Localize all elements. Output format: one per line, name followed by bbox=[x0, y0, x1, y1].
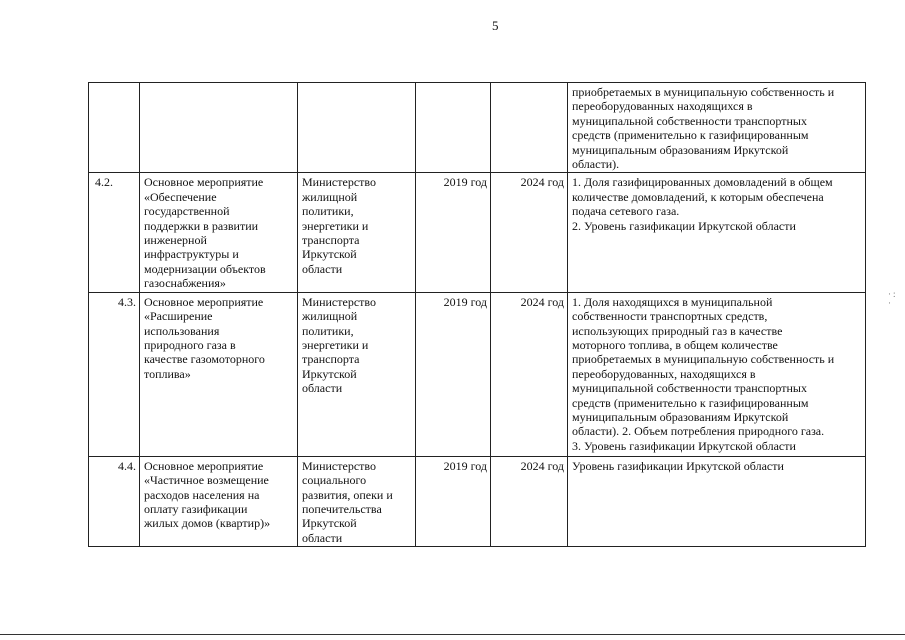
event-line: Основное мероприятие bbox=[144, 175, 264, 190]
indicator-line: 3. Уровень газификации Иркутской области bbox=[572, 438, 796, 453]
executor-line: Министерство bbox=[302, 294, 376, 309]
indicator-line: 1. Доля находящихся в муниципальной bbox=[572, 294, 773, 309]
event-line: природного газа в bbox=[144, 337, 236, 352]
end-year-cell: 2024 год bbox=[491, 173, 568, 292]
indicator-line: средств (применительно к газифицированным bbox=[572, 395, 809, 410]
executor-line: Министерство bbox=[302, 175, 376, 190]
executor-line: Иркутской bbox=[302, 366, 357, 381]
measures-table bbox=[88, 82, 866, 547]
event-line: Основное мероприятие bbox=[144, 294, 264, 309]
executor-line: Министерство bbox=[302, 458, 376, 473]
event-line: расходов населения на bbox=[144, 487, 260, 502]
indicator-line: приобретаемых в муниципальную собственность и bbox=[572, 85, 835, 99]
indicator-line: приобретаемых в муниципальную собственность и bbox=[572, 352, 835, 367]
event-line: государственной bbox=[144, 204, 230, 219]
table-row bbox=[89, 173, 866, 292]
event-line: Основное мероприятие bbox=[144, 458, 264, 473]
scan-margin-marks: ·: · bbox=[888, 289, 898, 308]
row-number-cell bbox=[89, 83, 140, 173]
event-line: инфраструктуры и bbox=[144, 247, 239, 262]
indicator-line: муниципальным образованиям Иркутской bbox=[572, 409, 789, 424]
indicators-cell bbox=[568, 173, 866, 292]
executor-cell bbox=[298, 292, 416, 456]
event-line: «Расширение bbox=[144, 309, 213, 324]
event-cell bbox=[140, 83, 298, 173]
event-line: газоснабжения» bbox=[144, 276, 226, 291]
executor-cell bbox=[298, 173, 416, 292]
end-year-cell bbox=[491, 83, 568, 173]
indicator-line: подача сетевого газа. bbox=[572, 204, 680, 219]
start-year-cell: 2019 год bbox=[416, 456, 491, 546]
indicator-line: 2. Уровень газификации Иркутской области bbox=[572, 218, 796, 233]
end-year-cell: 2024 год bbox=[491, 456, 568, 546]
indicator-line: количестве домовладений, к которым обеспечена bbox=[572, 189, 824, 204]
executor-cell bbox=[298, 456, 416, 546]
event-line: поддержки в развитии bbox=[144, 218, 259, 233]
indicator-line: муниципальной собственности транспортных bbox=[572, 381, 807, 396]
executor-line: политики, bbox=[302, 323, 354, 338]
executor-line: энергетики и bbox=[302, 337, 369, 352]
indicators-cell bbox=[568, 456, 866, 546]
event-line: модернизации объектов bbox=[144, 261, 266, 276]
event-line: инженерной bbox=[144, 233, 207, 248]
executor-line: развития, опеки и bbox=[302, 487, 393, 502]
executor-cell bbox=[298, 83, 416, 173]
row-number-cell: 4.4. bbox=[89, 456, 140, 546]
indicator-line: переоборудованных, находящихся в bbox=[572, 366, 756, 381]
row-number-cell: 4.2. bbox=[89, 173, 140, 292]
executor-line: энергетики и bbox=[302, 218, 369, 233]
indicator-line: 1. Доля газифицированных домовладений в общем bbox=[572, 175, 833, 190]
event-line: «Обеспечение bbox=[144, 189, 217, 204]
event-line: использования bbox=[144, 323, 220, 338]
event-cell bbox=[140, 292, 298, 456]
event-cell bbox=[140, 173, 298, 292]
indicator-line: муниципальным образованиям Иркутской bbox=[572, 142, 789, 157]
indicator-line: собственности транспортных средств, bbox=[572, 309, 768, 324]
event-line: «Частичное возмещение bbox=[144, 473, 269, 488]
event-line: качестве газомоторного bbox=[144, 352, 265, 367]
table-row bbox=[89, 83, 866, 173]
executor-line: области bbox=[302, 530, 343, 545]
executor-line: области bbox=[302, 261, 343, 276]
start-year-cell: 2019 год bbox=[416, 173, 491, 292]
executor-line: социального bbox=[302, 473, 367, 488]
indicator-line: муниципальной собственности транспортных bbox=[572, 113, 807, 128]
indicator-line: средств (применительно к газифицированным bbox=[572, 128, 809, 143]
executor-line: транспорта bbox=[302, 233, 360, 248]
executor-line: жилищной bbox=[302, 309, 358, 324]
row-number-cell: 4.3. bbox=[89, 292, 140, 456]
indicator-line: Уровень газификации Иркутской области bbox=[572, 458, 784, 473]
executor-line: Иркутской bbox=[302, 516, 357, 531]
indicator-line: области). 2. Объем потребления природного газа. bbox=[572, 424, 825, 439]
event-cell bbox=[140, 456, 298, 546]
table-row bbox=[89, 292, 866, 456]
executor-line: политики, bbox=[302, 204, 354, 219]
indicator-line: области). bbox=[572, 157, 620, 172]
indicator-line: моторного топлива, в общем количестве bbox=[572, 337, 778, 352]
event-line: топлива» bbox=[144, 366, 191, 381]
indicator-line: переоборудованных находящихся в bbox=[572, 99, 753, 114]
start-year-cell: 2019 год bbox=[416, 292, 491, 456]
executor-line: жилищной bbox=[302, 189, 358, 204]
indicator-line: использующих природный газ в качестве bbox=[572, 323, 783, 338]
indicators-cell bbox=[568, 83, 866, 173]
page-number: 5 bbox=[492, 18, 499, 33]
start-year-cell bbox=[416, 83, 491, 173]
end-year-cell: 2024 год bbox=[491, 292, 568, 456]
table-row bbox=[89, 456, 866, 546]
executor-line: области bbox=[302, 381, 343, 396]
page-bottom-edge bbox=[0, 634, 905, 635]
event-line: оплату газификации bbox=[144, 501, 248, 516]
executor-line: попечительства bbox=[302, 501, 382, 516]
executor-line: Иркутской bbox=[302, 247, 357, 262]
executor-line: транспорта bbox=[302, 352, 360, 367]
indicators-cell bbox=[568, 292, 866, 456]
event-line: жилых домов (квартир)» bbox=[144, 516, 271, 531]
